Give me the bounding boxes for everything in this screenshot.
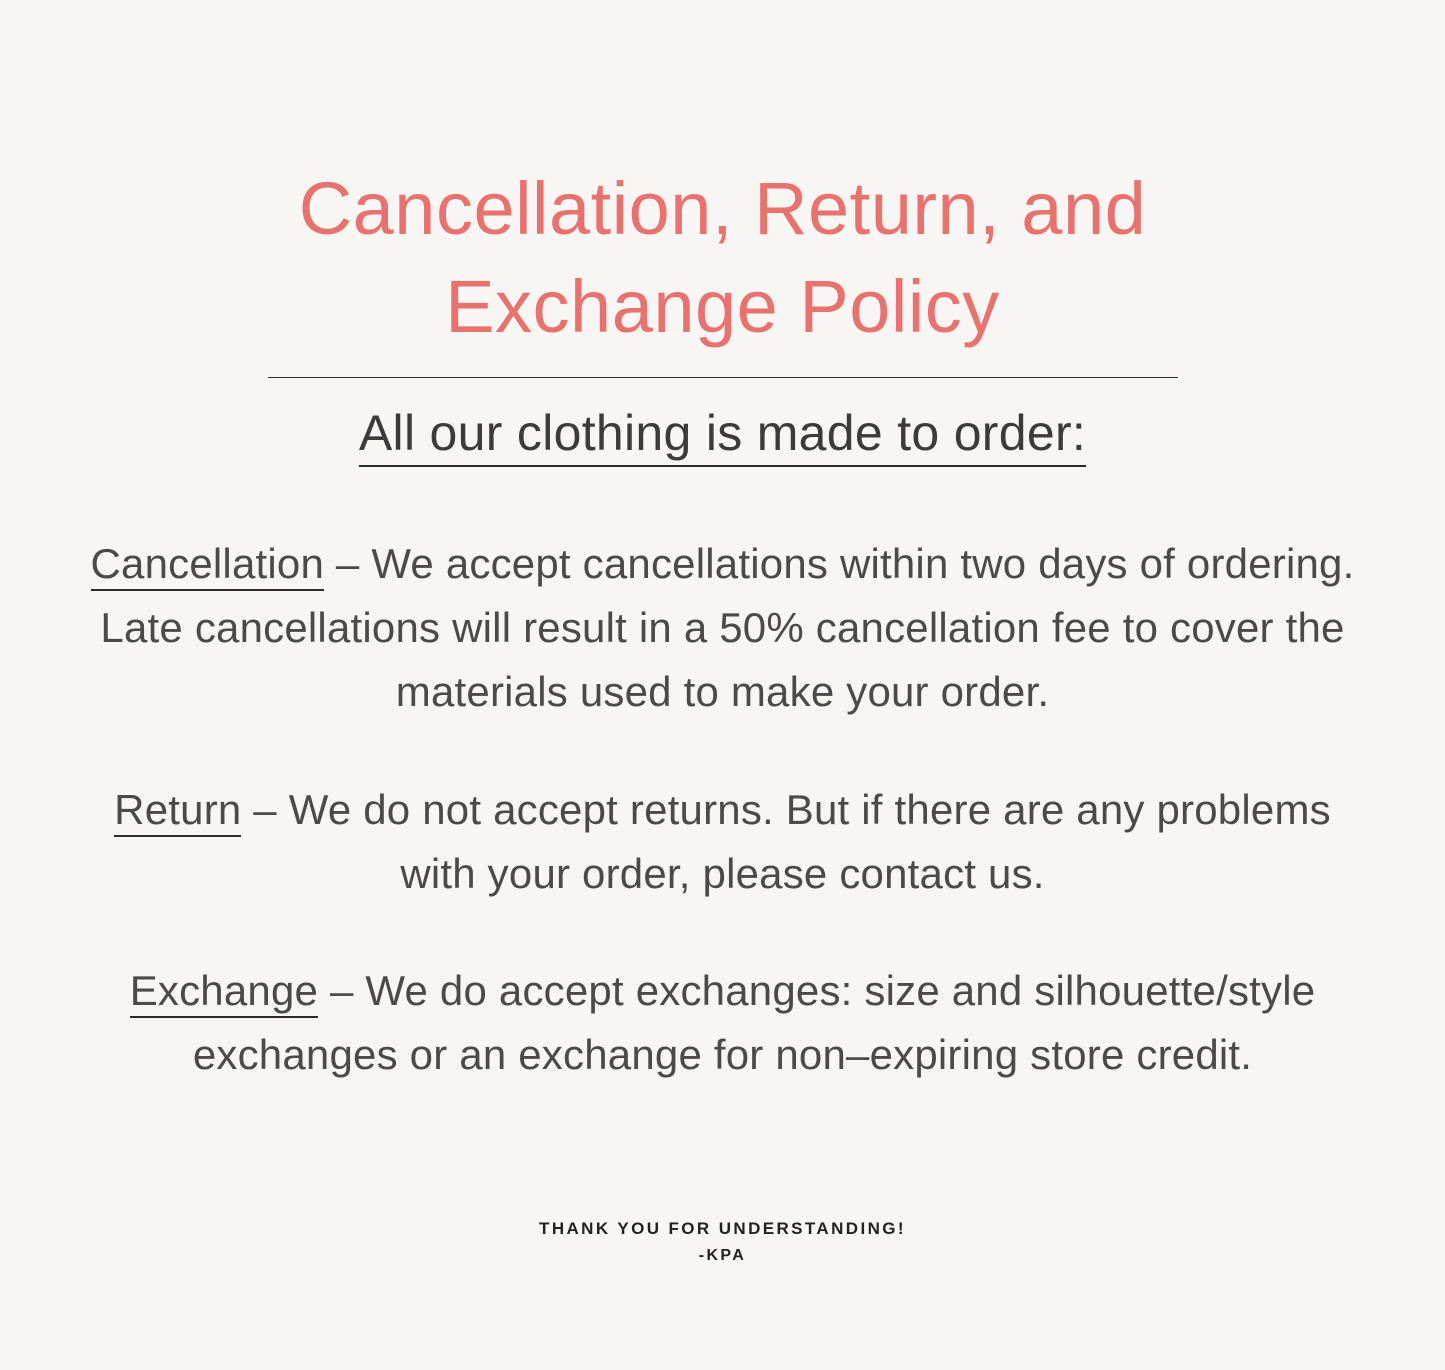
title-divider: [268, 377, 1178, 378]
page-title: Cancellation, Return, and Exchange Policy: [298, 167, 1147, 348]
subheading-text: All our clothing is made to order:: [359, 405, 1086, 467]
policy-lead-cancellation: Cancellation: [91, 540, 325, 591]
policy-lead-exchange: Exchange: [130, 967, 318, 1018]
policy-sections: [73, 532, 1373, 1087]
footer-thanks: THANK YOU FOR UNDERSTANDING!: [539, 1219, 906, 1238]
policy-lead-return: Return: [114, 786, 241, 837]
subheading: [0, 404, 1445, 462]
policy-paragraph-cancellation: [88, 532, 1358, 723]
policy-text-cancellation: – We accept cancellations within two days of ordering. Late cancellations will result in a 50% cancellation fee to cover the materials used to make your order.: [100, 540, 1355, 715]
policy-paragraph-exchange: [88, 959, 1358, 1087]
policy-paragraph-return: [73, 778, 1373, 906]
footer-signature: -KPA: [698, 1247, 747, 1264]
policy-text-exchange: – We do accept exchanges: size and silhouette/style exchanges or an exchange for non–expiring store credit.: [192, 967, 1316, 1079]
policy-text-return: – We do not accept returns. But if there are any problems with your order, please contact us.: [241, 785, 1331, 897]
footer: [0, 1219, 1445, 1265]
